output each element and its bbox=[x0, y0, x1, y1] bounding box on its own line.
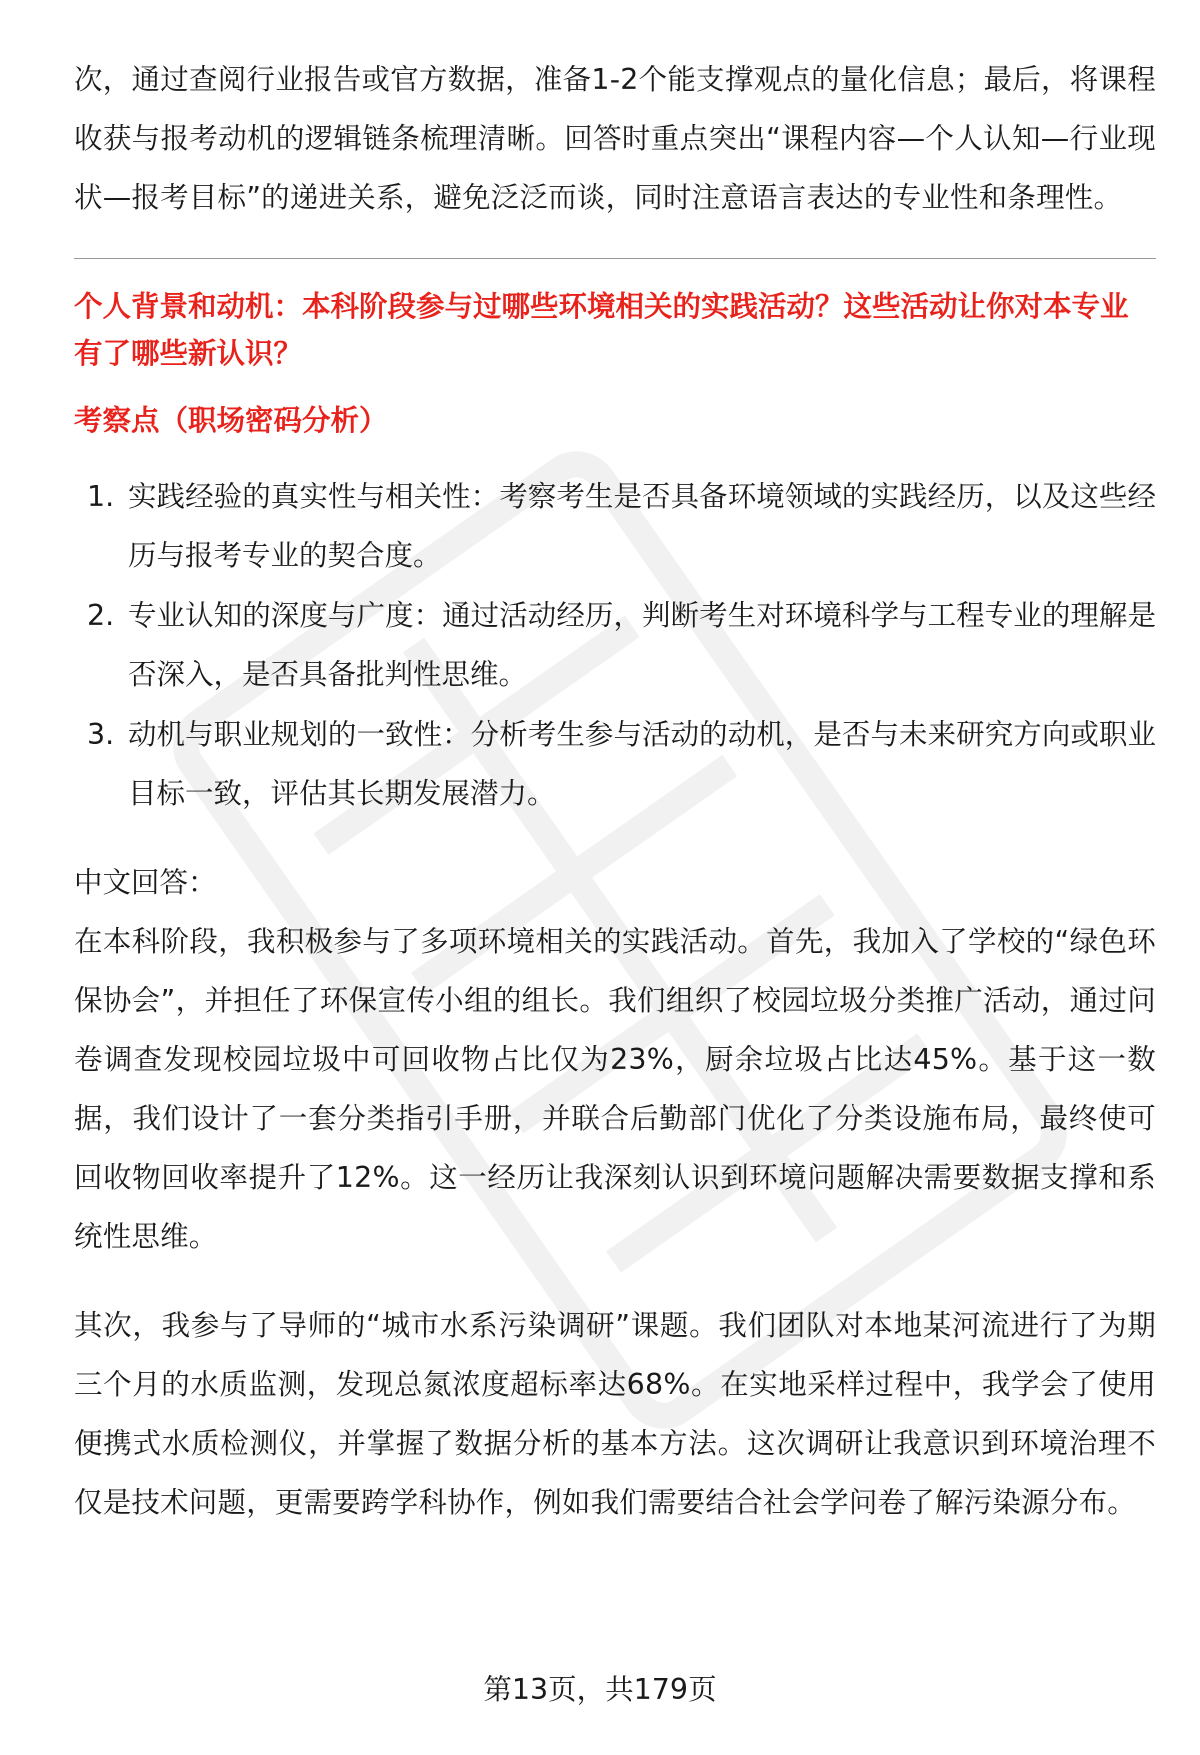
page-number-footer: 第13页，共179页 bbox=[483, 1673, 717, 1706]
document-page bbox=[74, 50, 1156, 1532]
question-heading: 个人背景和动机：本科阶段参与过哪些环境相关的实践活动？这些活动让你对本专业有了哪些新认识？ bbox=[74, 290, 1129, 370]
answer-paragraph: 其次，我参与了导师的“城市水系污染调研”课题。我们团队对本地某河流进行了为期三个月的水质监测，发现总氮浓度超标率达68%。在实地采样过程中，我学会了使用便携式水质检测仪，并掌握了数据分析的基本方法。这次调研让我意识到环境治理不仅是技术问题，更需要跨学科协作，例如我们需要结合社会学问卷了解污染源分布。 bbox=[74, 1309, 1156, 1519]
intro-paragraph: 次，通过查阅行业报告或官方数据，准备1-2个能支撑观点的量化信息；最后，将课程收获与报考动机的逻辑链条梳理清晰。回答时重点突出“课程内容—个人认知—行业现状—报考目标”的递进关系，避免泛泛而谈，同时注意语言表达的专业性和条理性。 bbox=[74, 63, 1156, 214]
assessment-point bbox=[74, 467, 1156, 585]
assessment-point bbox=[74, 705, 1156, 823]
assessment-heading: 考察点（职场密码分析） bbox=[74, 404, 388, 437]
answer-label: 中文回答： bbox=[74, 866, 217, 899]
point-number: 3. bbox=[87, 718, 115, 751]
section-divider bbox=[74, 258, 1156, 259]
assessment-points-list bbox=[74, 467, 1156, 823]
point-number: 2. bbox=[87, 599, 115, 632]
point-number: 1. bbox=[87, 480, 115, 513]
point-text: 动机与职业规划的一致性：分析考生参与活动的动机，是否与未来研究方向或职业目标一致，评估其长期发展潜力。 bbox=[128, 718, 1156, 810]
answer-paragraph: 在本科阶段，我积极参与了多项环境相关的实践活动。首先，我加入了学校的“绿色环保协会”，并担任了环保宣传小组的组长。我们组织了校园垃圾分类推广活动，通过问卷调查发现校园垃圾中可回收物占比仅为23%，厨余垃圾占比达45%。基于这一数据，我们设计了一套分类指引手册，并联合后勤部门优化了分类设施布局，最终使可回收物回收率提升了12%。这一经历让我深刻认识到环境问题解决需要数据支撑和系统性思维。 bbox=[74, 925, 1156, 1253]
point-text: 实践经验的真实性与相关性：考察考生是否具备环境领域的实践经历，以及这些经历与报考专业的契合度。 bbox=[128, 480, 1156, 572]
assessment-point bbox=[74, 586, 1156, 704]
point-text: 专业认知的深度与广度：通过活动经历，判断考生对环境科学与工程专业的理解是否深入，是否具备批判性思维。 bbox=[128, 599, 1156, 691]
